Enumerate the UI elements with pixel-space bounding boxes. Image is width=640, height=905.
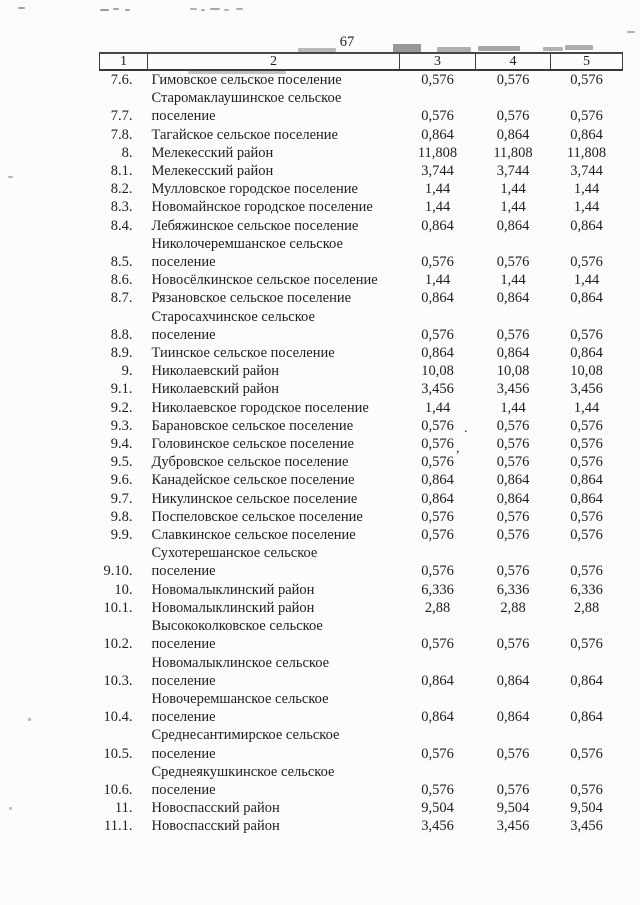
value-cell-4: 0,576 (496, 417, 530, 434)
table-row (100, 617, 623, 653)
table-row (100, 417, 623, 435)
value-cell-4: 2,88 (500, 599, 526, 616)
scan-smudge (201, 9, 205, 11)
table-row (100, 799, 623, 817)
value-cell-3: 0,864 (421, 290, 454, 307)
scan-smudge (100, 9, 109, 11)
value-cell-3: 6,336 (421, 581, 454, 598)
value-cell-4: 0,576 (496, 781, 530, 798)
value-cell-5: 1,44 (573, 181, 600, 198)
value-cell-4: 9,504 (496, 800, 530, 817)
value-cell-4: 0,864 (496, 472, 530, 489)
settlement-name-cell: Барановское сельское поселение (151, 417, 354, 434)
row-number-cell: 8.4. (110, 217, 133, 234)
header-col-3: 3 (400, 53, 476, 70)
value-cell-5: 0,576 (570, 508, 603, 525)
value-cell-3: 2,88 (424, 599, 451, 616)
value-cell-3: 0,576 (421, 417, 454, 434)
settlement-name-cell: Лебяжинское сельское поселение (151, 217, 359, 234)
value-cell-3: 0,576 (421, 454, 454, 471)
settlement-name-cell: Николаевский район (151, 381, 280, 398)
value-cell-3: 1,44 (424, 181, 451, 198)
table-row (100, 198, 623, 216)
settlement-name-cell: Новомайнское городское поселение (151, 199, 373, 216)
value-cell-5: 0,576 (570, 563, 603, 580)
value-cell-5: 0,864 (570, 345, 603, 362)
value-cell-3: 0,864 (421, 672, 454, 689)
settlement-name-cell: Высококолковское сельское поселение (151, 618, 323, 653)
value-cell-5: 0,864 (570, 217, 603, 234)
scan-smudge (9, 807, 12, 810)
row-number-cell: 10.1. (103, 599, 133, 616)
value-cell-5: 0,576 (570, 254, 603, 271)
settlement-name-cell: Тагайское сельское поселение (151, 126, 338, 143)
value-cell-5: 10,08 (570, 363, 603, 380)
value-cell-5: 11,808 (566, 144, 607, 161)
value-cell-4: 0,576 (496, 326, 530, 343)
value-cell-5: 0,576 (570, 436, 603, 453)
value-cell-4: 0,864 (496, 126, 530, 143)
scan-smudge (125, 9, 130, 11)
value-cell-5: 0,864 (570, 126, 603, 143)
row-number-cell: 8.9. (110, 345, 133, 362)
row-number-cell: 9.3. (110, 417, 133, 434)
row-number-cell: 9. (121, 363, 133, 380)
settlement-name-cell: Новочеремшанское сельское поселение (151, 690, 329, 726)
value-cell-4: 10,08 (496, 363, 530, 380)
row-number-cell: 7.7. (110, 108, 133, 125)
settlement-name-cell: Новомалыклинский район (151, 581, 315, 598)
settlement-name-cell: Новоспасский район (151, 818, 280, 835)
value-cell-3: 11,808 (417, 144, 458, 161)
value-cell-5: 3,744 (570, 163, 603, 180)
value-cell-5: 0,576 (570, 636, 603, 653)
row-number-cell: 8.5. (110, 254, 133, 271)
value-cell-3: 1,44 (424, 199, 451, 216)
row-number-cell: 10. (114, 581, 133, 598)
value-cell-3: 0,576 (421, 508, 454, 525)
value-cell-4: 0,864 (496, 672, 530, 689)
settlement-name-cell: Новосёлкинское сельское поселение (151, 272, 378, 289)
table-row (100, 399, 623, 417)
value-cell-4: 0,864 (496, 290, 530, 307)
value-cell-4: 0,576 (496, 563, 530, 580)
table-row (100, 180, 623, 198)
settlement-name-cell: Поспеловское сельское поселение (151, 508, 363, 525)
value-cell-3: 0,864 (421, 490, 454, 507)
value-cell-3: 3,456 (421, 381, 454, 398)
settlement-name-cell: Никулинское сельское поселение (151, 490, 358, 507)
settlement-name-cell: Сухотерешанское сельское поселение (151, 545, 318, 580)
settlement-name-cell: Тиинское сельское поселение (151, 345, 335, 362)
row-number-cell: 10.4. (103, 709, 133, 726)
table-row (100, 271, 623, 289)
row-number-cell: 8.7. (110, 290, 133, 307)
value-cell-4: 0,864 (496, 490, 530, 507)
row-number-cell: 8. (121, 144, 133, 161)
row-number-cell: 8.6. (110, 272, 133, 289)
settlement-name-cell: Головинское сельское поселение (151, 436, 354, 453)
value-cell-4: 0,576 (496, 508, 530, 525)
row-number-cell: 9.5. (110, 454, 133, 471)
value-cell-3: 1,44 (424, 272, 451, 289)
table-row (100, 362, 623, 380)
table-row (100, 581, 623, 599)
value-cell-4: 6,336 (496, 581, 530, 598)
value-cell-5: 0,576 (570, 72, 603, 88)
settlement-name-cell: Мелекесский район (151, 144, 274, 161)
header-col-5: 5 (551, 53, 623, 70)
scan-smudge (478, 46, 520, 51)
scan-smudge (236, 8, 243, 10)
value-cell-5: 1,44 (573, 272, 600, 289)
header-col-2: 2 (148, 53, 400, 70)
scan-smudge (627, 31, 635, 33)
value-cell-3: 0,576 (421, 781, 454, 798)
row-number-cell: 8.3. (110, 199, 133, 216)
header-row (100, 53, 623, 70)
table-row (100, 217, 623, 235)
table-row (100, 817, 623, 835)
value-cell-5: 0,576 (570, 454, 603, 471)
table-row (100, 471, 623, 489)
value-cell-5: 0,864 (570, 709, 603, 726)
row-number-cell: 10.6. (103, 781, 133, 798)
table-row (100, 763, 623, 799)
value-cell-4: 3,456 (496, 818, 530, 835)
row-number-cell: 10.3. (103, 672, 133, 689)
table-row (100, 526, 623, 544)
table-row (100, 344, 623, 362)
row-number-cell: 10.5. (103, 745, 133, 762)
settlement-name-cell: Николаевский район (151, 363, 280, 380)
row-number-cell: 9.8. (110, 508, 133, 525)
value-cell-3: 3,744 (421, 163, 454, 180)
value-cell-5: 0,864 (570, 472, 603, 489)
value-cell-3: 0,576 (421, 254, 454, 271)
table-row (100, 654, 623, 690)
row-number-cell: 9.9. (110, 527, 133, 544)
settlement-name-cell: Новомалыклинский район (151, 599, 315, 616)
value-cell-5: 3,456 (570, 381, 603, 398)
value-cell-4: 0,576 (496, 436, 530, 453)
value-cell-3: 3,456 (421, 818, 454, 835)
settlement-name-cell: Рязановское сельское поселение (151, 290, 352, 307)
table-row (100, 690, 623, 726)
row-number-cell: 8.8. (110, 326, 133, 343)
settlement-name-cell: Мелекесский район (151, 163, 274, 180)
settlement-name-cell: Старомаклаушинское сельское поселение (151, 90, 342, 125)
value-cell-4: 1,44 (500, 399, 526, 416)
table-row (100, 70, 623, 89)
stray-dot-artifact: . (464, 421, 468, 436)
settlement-name-cell: Николаевское городское поселение (151, 399, 369, 416)
settlement-name-cell: Славкинское сельское поселение (151, 527, 356, 544)
header-col-1: 1 (100, 53, 148, 70)
row-number-cell: 7.6. (110, 72, 133, 88)
table-row (100, 308, 623, 344)
row-number-cell: 9.10. (103, 563, 133, 580)
value-cell-3: 0,576 (421, 745, 454, 762)
scan-smudge (18, 7, 25, 9)
value-cell-5: 0,576 (570, 527, 603, 544)
table-row (100, 380, 623, 398)
header-col-4: 4 (476, 53, 551, 70)
value-cell-5: 0,864 (570, 490, 603, 507)
value-cell-3: 9,504 (421, 800, 454, 817)
settlement-name-cell: Гимовское сельское поселение (151, 72, 342, 88)
value-cell-5: 0,576 (570, 108, 603, 125)
value-cell-4: 0,864 (496, 345, 530, 362)
value-cell-3: 0,576 (421, 108, 454, 125)
stray-comma-artifact: , (456, 441, 460, 456)
value-cell-5: 1,44 (573, 199, 600, 216)
value-cell-4: 0,576 (496, 72, 530, 88)
value-cell-3: 1,44 (424, 399, 451, 416)
table-row (100, 453, 623, 471)
value-cell-5: 1,44 (573, 399, 600, 416)
table-row (100, 435, 623, 453)
value-cell-4: 1,44 (500, 272, 526, 289)
table-row (100, 89, 623, 125)
table-row (100, 726, 623, 762)
table-row (100, 289, 623, 307)
value-cell-5: 3,456 (570, 818, 603, 835)
value-cell-4: 0,576 (496, 636, 530, 653)
table-row (100, 126, 623, 144)
table-row (100, 544, 623, 580)
scan-smudge (8, 176, 13, 178)
row-number-cell: 11.1. (104, 818, 133, 835)
value-cell-4: 1,44 (500, 181, 526, 198)
settlement-name-cell: Николочеремшанское сельское поселение (151, 235, 343, 271)
value-cell-3: 0,864 (421, 345, 454, 362)
settlement-name-cell: Новоспасский район (151, 800, 280, 817)
value-cell-5: 0,576 (570, 745, 603, 762)
value-cell-5: 6,336 (570, 581, 603, 598)
value-cell-5: 0,576 (570, 326, 603, 343)
value-cell-4: 0,576 (496, 108, 530, 125)
value-cell-4: 3,744 (496, 163, 530, 180)
value-cell-4: 3,456 (496, 381, 530, 398)
value-cell-4: 0,576 (496, 254, 530, 271)
value-cell-3: 0,864 (421, 472, 454, 489)
value-cell-5: 0,576 (570, 781, 603, 798)
value-cell-5: 0,864 (570, 672, 603, 689)
value-cell-5: 9,504 (570, 800, 603, 817)
value-cell-3: 0,576 (421, 527, 454, 544)
value-cell-3: 10,08 (421, 363, 454, 380)
settlement-name-cell: Новомалыклинское сельское поселение (151, 654, 330, 689)
settlement-name-cell: Среднеякушкинское сельское поселение (151, 763, 335, 798)
value-cell-3: 0,864 (421, 709, 454, 726)
scan-smudge (224, 9, 229, 11)
table-row (100, 599, 623, 617)
row-number-cell: 10.2. (103, 636, 133, 653)
value-cell-3: 0,576 (421, 72, 454, 88)
table-header (100, 53, 623, 70)
scan-smudge (565, 45, 593, 50)
settlement-name-cell: Старосахчинское сельское поселение (151, 308, 315, 343)
table-row (100, 235, 623, 271)
value-cell-3: 0,576 (421, 436, 454, 453)
row-number-cell: 7.8. (110, 126, 133, 143)
table-row (100, 162, 623, 180)
value-cell-4: 0,576 (496, 745, 530, 762)
value-cell-5: 0,576 (570, 417, 603, 434)
scan-smudge (543, 47, 563, 51)
page-number: 67 (339, 34, 355, 50)
value-cell-3: 0,576 (421, 563, 454, 580)
value-cell-4: 0,576 (496, 527, 530, 544)
table-row (100, 490, 623, 508)
value-cell-4: 0,864 (496, 217, 530, 234)
scan-smudge (28, 718, 31, 721)
value-cell-5: 0,864 (570, 290, 603, 307)
scan-smudge (190, 8, 197, 10)
scan-smudge (210, 8, 220, 10)
value-cell-3: 0,864 (421, 126, 454, 143)
value-cell-4: 1,44 (500, 199, 526, 216)
value-cell-3: 0,576 (421, 636, 454, 653)
rates-table (99, 52, 623, 836)
scan-smudge (113, 8, 119, 10)
row-number-cell: 9.6. (110, 472, 133, 489)
value-cell-4: 11,808 (493, 144, 533, 161)
value-cell-5: 2,88 (573, 599, 600, 616)
row-number-cell: 9.7. (110, 490, 133, 507)
table-row (100, 144, 623, 162)
settlement-name-cell: Среднесантимирское сельское поселение (151, 727, 340, 762)
row-number-cell: 11. (114, 800, 133, 817)
value-cell-4: 0,576 (496, 454, 530, 471)
row-number-cell: 8.1. (110, 163, 133, 180)
row-number-cell: 9.2. (110, 399, 133, 416)
value-cell-3: 0,864 (421, 217, 454, 234)
row-number-cell: 9.1. (110, 381, 133, 398)
table-body (100, 70, 623, 836)
value-cell-4: 0,864 (496, 709, 530, 726)
settlement-name-cell: Мулловское городское поселение (151, 181, 358, 198)
row-number-cell: 9.4. (110, 436, 133, 453)
table-row (100, 508, 623, 526)
row-number-cell: 8.2. (110, 181, 133, 198)
value-cell-3: 0,576 (421, 326, 454, 343)
settlement-name-cell: Канадейское сельское поселение (151, 472, 355, 489)
settlement-name-cell: Дубровское сельское поселение (151, 454, 349, 471)
